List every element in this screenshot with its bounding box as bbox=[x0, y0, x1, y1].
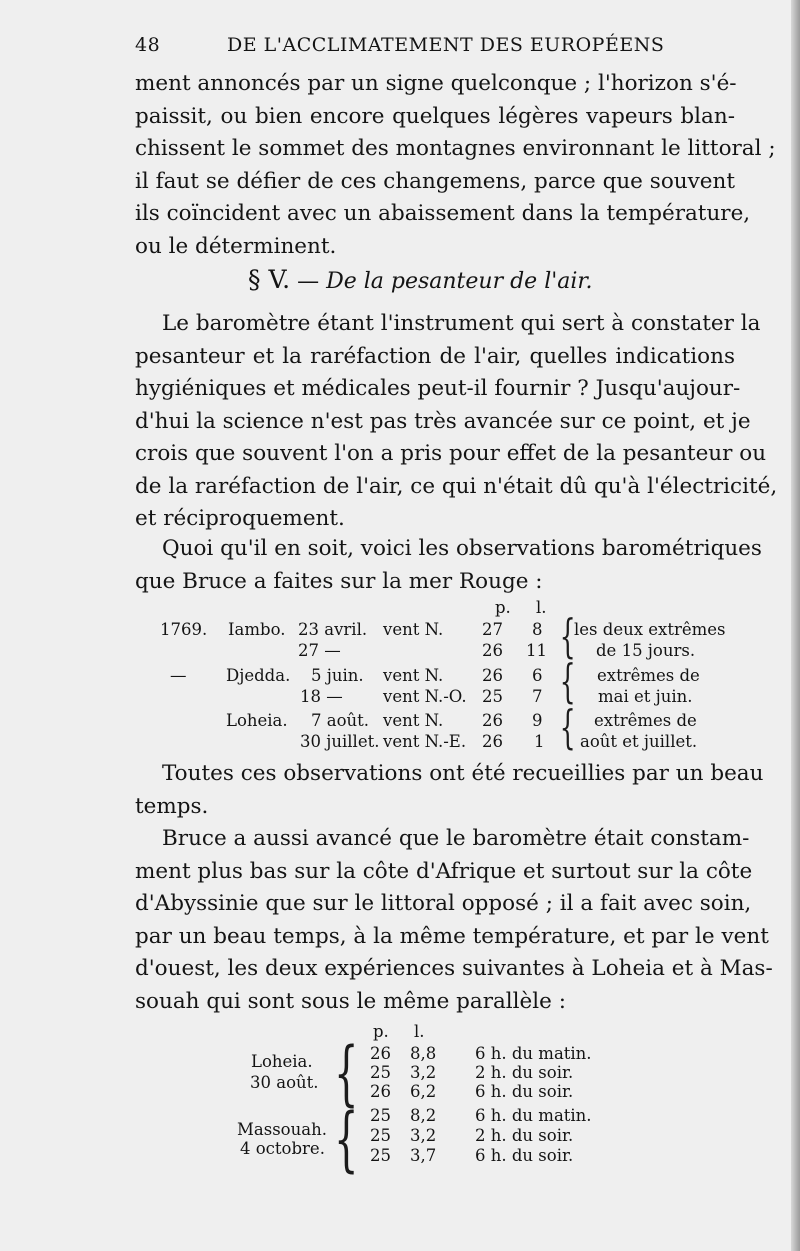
text-line: ou le déterminent. bbox=[135, 233, 337, 259]
table-cell-place: Loheia. bbox=[226, 711, 288, 730]
table-cell-wind: vent N. bbox=[383, 711, 444, 730]
column-header-l: l. bbox=[414, 1022, 425, 1041]
table-note: de 15 jours. bbox=[596, 641, 696, 660]
table-cell-date: 27 — bbox=[298, 641, 341, 660]
table-cell-l: 7 bbox=[532, 687, 543, 706]
table-cell-date: 23 avril. bbox=[298, 620, 368, 639]
text-line: de la raréfaction de l'air, ce qui n'était dû qu'à l'électricité, bbox=[135, 473, 778, 499]
table-note: les deux extrêmes bbox=[574, 620, 726, 639]
table-note: mai et juin. bbox=[598, 687, 693, 706]
text-line: pesanteur et la raréfaction de l'air, quelles indications bbox=[135, 343, 735, 369]
table-cell-p: 26 bbox=[482, 732, 503, 751]
table-cell-date: 30 juillet. bbox=[300, 732, 380, 751]
table-cell-l: 9 bbox=[532, 711, 543, 730]
column-header-p: p. bbox=[373, 1022, 389, 1041]
text-line: Toutes ces observations ont été recueillies par un beau bbox=[162, 761, 764, 786]
text-line: que Bruce a faites sur la mer Rouge : bbox=[135, 568, 543, 594]
text-line: d'ouest, les deux expériences suivantes à Loheia et à Mas- bbox=[135, 956, 773, 981]
section-dash: — bbox=[297, 269, 320, 294]
table-cell-place: Djedda. bbox=[226, 666, 291, 685]
text-line: ment annoncés par un signe quelconque ; l'horizon s'é- bbox=[135, 71, 737, 96]
text-line: d'hui la science n'est pas très avancée sur ce point, et je bbox=[135, 408, 751, 434]
paragraph-5 bbox=[135, 823, 773, 1018]
table-cell-date: 5 juin. bbox=[311, 666, 364, 685]
table-cell-l: 8 bbox=[532, 620, 543, 639]
table-note: août et juillet. bbox=[580, 732, 698, 751]
table-cell-p: 27 bbox=[482, 620, 503, 639]
table-cell-p: 26 bbox=[482, 641, 503, 660]
brace-glyph: { bbox=[559, 700, 576, 754]
table-cell-time: 2 h. du soir. bbox=[475, 1126, 574, 1145]
text-line: hygiéniques et médicales peut-il fournir ? Jusqu'aujour- bbox=[135, 376, 741, 401]
table-cell-year: — bbox=[170, 666, 187, 685]
table-cell-l: 3,2 bbox=[410, 1126, 437, 1145]
text-line: crois que souvent l'on a pris pour effet de la pesanteur ou bbox=[135, 441, 767, 466]
section-symbol: § V. bbox=[248, 265, 291, 294]
table-cell-wind: vent N.-E. bbox=[383, 732, 467, 751]
table-cell-time: 2 h. du soir. bbox=[475, 1063, 574, 1082]
table-cell-p: 26 bbox=[370, 1082, 391, 1101]
column-header-p: p. bbox=[495, 598, 511, 617]
table-cell-l: 8,2 bbox=[410, 1106, 437, 1125]
table-cell-p: 26 bbox=[482, 711, 503, 730]
table-cell-l: 11 bbox=[526, 641, 547, 660]
paragraph-2 bbox=[135, 308, 778, 536]
brace-glyph: { bbox=[559, 654, 576, 708]
text-line: ment plus bas sur la côte d'Afrique et surtout sur la côte bbox=[135, 858, 753, 884]
text-line: paissit, ou bien encore quelques légères vapeurs blan- bbox=[135, 103, 735, 129]
table-cell-p: 26 bbox=[482, 666, 503, 685]
group-place: Massouah. bbox=[237, 1120, 327, 1139]
brace-glyph: { bbox=[334, 1032, 359, 1114]
table-cell-wind: vent N.-O. bbox=[383, 687, 467, 706]
table-cell-l: 1 bbox=[534, 732, 545, 751]
table-cell-time: 6 h. du soir. bbox=[475, 1082, 574, 1101]
running-header bbox=[135, 34, 735, 58]
table-cell-l: 8,8 bbox=[410, 1044, 437, 1063]
running-title: DE L'ACCLIMATEMENT DES EUROPÉENS bbox=[227, 34, 665, 56]
table-note: extrêmes de bbox=[597, 666, 700, 685]
column-header-l: l. bbox=[536, 598, 547, 617]
table-cell-l: 3,7 bbox=[410, 1146, 437, 1165]
paragraph-1 bbox=[135, 68, 776, 263]
text-line: souah qui sont sous le même parallèle : bbox=[135, 988, 566, 1014]
brace-glyph: { bbox=[559, 609, 576, 663]
brace-glyph: { bbox=[334, 1098, 359, 1180]
text-line: d'Abyssinie que sur le littoral opposé ; il a fait avec soin, bbox=[135, 891, 752, 916]
table-cell-l: 6,2 bbox=[410, 1082, 437, 1101]
text-line: Le baromètre étant l'instrument qui sert à constater la bbox=[162, 311, 761, 336]
section-title: De la pesanteur de l'air. bbox=[326, 269, 593, 294]
table-cell-p: 25 bbox=[370, 1106, 391, 1125]
table-cell-date: 7 août. bbox=[311, 711, 370, 730]
table-cell-year: 1769. bbox=[160, 620, 208, 639]
table-cell-p: 25 bbox=[370, 1063, 391, 1082]
page-edge-shadow bbox=[791, 0, 800, 1251]
text-line: Bruce a aussi avancé que le baromètre était constam- bbox=[162, 826, 750, 851]
table-cell-time: 6 h. du matin. bbox=[475, 1106, 592, 1125]
paragraph-3 bbox=[135, 533, 762, 598]
table-cell-l: 3,2 bbox=[410, 1063, 437, 1082]
text-line: et réciproquement. bbox=[135, 506, 345, 531]
page-number: 48 bbox=[135, 34, 161, 56]
table-cell-p: 25 bbox=[370, 1126, 391, 1145]
table-cell-p: 25 bbox=[370, 1146, 391, 1165]
text-line: temps. bbox=[135, 793, 209, 819]
table-cell-time: 6 h. du soir. bbox=[475, 1146, 574, 1165]
section-heading bbox=[248, 265, 593, 294]
text-line: ils coïncident avec un abaissement dans la température, bbox=[135, 201, 751, 226]
table-cell-date: 18 — bbox=[300, 687, 343, 706]
group-date: 30 août. bbox=[250, 1073, 319, 1092]
text-line: il faut se défier de ces changemens, parce que souvent bbox=[135, 168, 735, 194]
table-cell-place: Iambo. bbox=[228, 620, 286, 639]
table-cell-wind: vent N. bbox=[383, 620, 444, 639]
text-line: Quoi qu'il en soit, voici les observations barométriques bbox=[162, 536, 762, 561]
table-cell-time: 6 h. du matin. bbox=[475, 1044, 592, 1063]
table-cell-l: 6 bbox=[532, 666, 543, 685]
table-cell-wind: vent N. bbox=[383, 666, 444, 685]
group-date: 4 octobre. bbox=[240, 1139, 325, 1158]
paragraph-4 bbox=[135, 758, 764, 823]
text-line: chissent le sommet des montagnes environnant le littoral ; bbox=[135, 136, 776, 161]
text-line: par un beau temps, à la même température, et par le vent bbox=[135, 923, 769, 949]
table-note: extrêmes de bbox=[594, 711, 697, 730]
table-cell-p: 25 bbox=[482, 687, 503, 706]
table-cell-p: 26 bbox=[370, 1044, 391, 1063]
group-place: Loheia. bbox=[251, 1052, 313, 1071]
